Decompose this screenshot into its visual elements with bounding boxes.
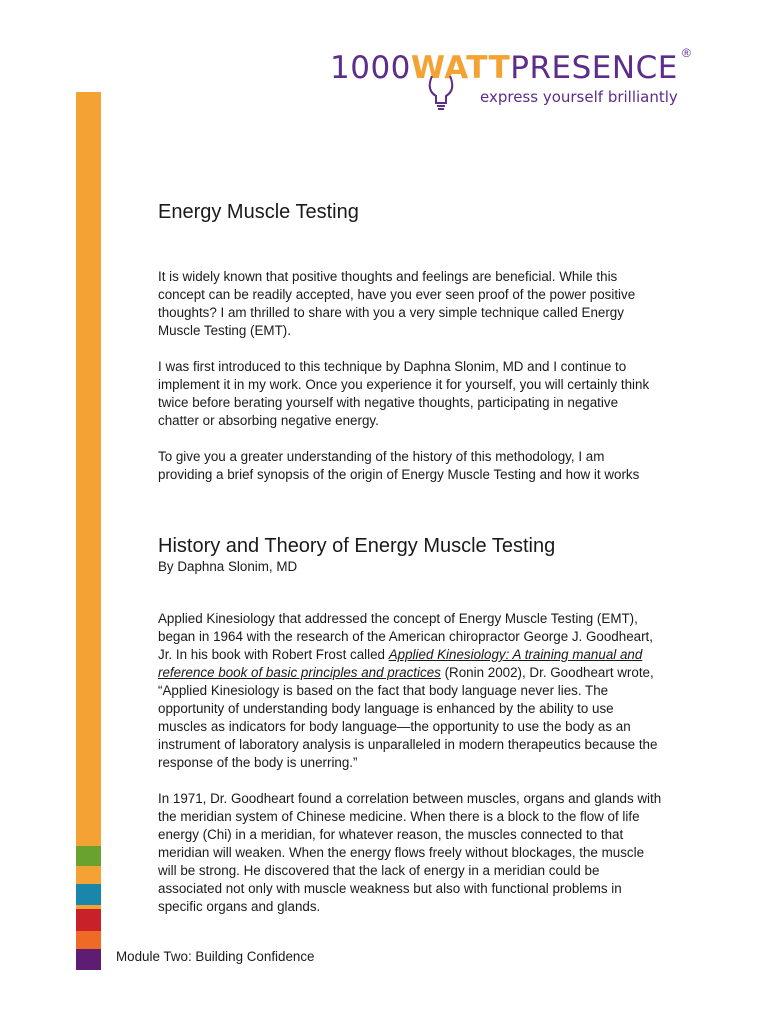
text-line: the meridian system of Chinese medicine. When there is a block to the flow of life xyxy=(158,809,640,824)
bar-segment-teal xyxy=(76,884,101,905)
paragraph-introduction-to-technique xyxy=(158,358,688,430)
author-byline: By Daphna Slonim, MD xyxy=(158,559,298,574)
text-fragment: (Ronin 2002), Dr. Goodheart wrote, xyxy=(440,665,654,680)
text-line: In 1971, Dr. Goodheart found a correlation between muscles, organs and glands with xyxy=(158,791,662,806)
logo-part-watt: WATT xyxy=(410,50,511,86)
registered-mark: ® xyxy=(682,46,691,60)
bar-segment-green xyxy=(76,846,101,866)
bar-segment-purple xyxy=(76,949,101,970)
text-line: To give you a greater understanding of the history of this methodology, I am xyxy=(158,449,605,464)
text-line: will be strong. He discovered that the lack of energy in a meridian could be xyxy=(158,863,600,878)
text-line: associated not only with muscle weakness but also with functional problems in xyxy=(158,881,622,896)
document-body xyxy=(158,200,688,916)
paragraph-applied-kinesiology xyxy=(158,610,688,772)
section-title-history: History and Theory of Energy Muscle Testing xyxy=(158,535,556,557)
text-line: concept can be readily accepted, have you ever seen proof of the power positive xyxy=(158,287,636,302)
logo-part-presence: PRESENCE xyxy=(510,50,678,86)
text-line xyxy=(158,664,688,682)
logo-wordmark xyxy=(330,48,678,88)
brand-logo xyxy=(330,46,700,118)
lightbulb-icon xyxy=(428,76,454,110)
logo-tagline: express yourself brilliantly xyxy=(480,88,678,106)
text-line: energy (Chi) in a meridian, for whatever reason, the muscles connected to that xyxy=(158,827,624,842)
paragraph-goodheart-1971 xyxy=(158,790,688,916)
text-line: implement it in my work. Once you experience it for yourself, you will certainly think xyxy=(158,377,650,392)
bar-segment-orange-2 xyxy=(76,866,101,884)
book-title-link-cont: reference book of basic principles and practices xyxy=(158,665,441,680)
paragraph-intro xyxy=(158,268,688,340)
text-line: muscles as indicators for body language—the opportunity to use the body as an xyxy=(158,719,631,734)
text-line: meridian will weaken. When the energy flows freely without blockages, the muscle xyxy=(158,845,645,860)
book-title-link: Applied Kinesiology: A training manual and xyxy=(388,647,643,662)
logo-part-1000: 1000 xyxy=(330,50,411,86)
text-line: Muscle Testing (EMT). xyxy=(158,323,291,338)
text-line: specific organs and glands. xyxy=(158,899,321,914)
text-line: providing a brief synopsis of the origin of Energy Muscle Testing and how it works xyxy=(158,467,640,482)
text-line: It is widely known that positive thoughts and feelings are beneficial. While this xyxy=(158,269,618,284)
text-line: opportunity of understanding body language is enhanced by the ability to use xyxy=(158,701,614,716)
color-sidebar xyxy=(76,92,101,970)
text-line: Applied Kinesiology that addressed the concept of Energy Muscle Testing (EMT), xyxy=(158,611,638,626)
section-title-emt: Energy Muscle Testing xyxy=(158,201,359,223)
bar-segment-orange-red xyxy=(76,931,101,949)
text-line: began in 1964 with the research of the American chiropractor George J. Goodheart, xyxy=(158,629,653,644)
page-footer: Module Two: Building Confidence xyxy=(116,949,315,964)
text-line: “Applied Kinesiology is based on the fact that body language never lies. The xyxy=(158,683,609,698)
bar-segment-orange xyxy=(76,92,101,846)
text-fragment: Jr. In his book with Robert Frost called xyxy=(158,647,389,662)
bar-segment-red xyxy=(76,909,101,931)
text-line: twice before berating yourself with negative thoughts, participating in negative xyxy=(158,395,619,410)
text-line: response of the body is unerring.” xyxy=(158,755,358,770)
text-line: thoughts? I am thrilled to share with you a very simple technique called Energy xyxy=(158,305,624,320)
text-line: I was first introduced to this technique by Daphna Slonim, MD and I continue to xyxy=(158,359,627,374)
text-line: chatter or absorbing negative energy. xyxy=(158,413,379,428)
paragraph-synopsis xyxy=(158,448,688,484)
text-line: instrument of laboratory analysis is unparalleled in modern therapeutics because the xyxy=(158,737,658,752)
text-line xyxy=(158,646,688,664)
